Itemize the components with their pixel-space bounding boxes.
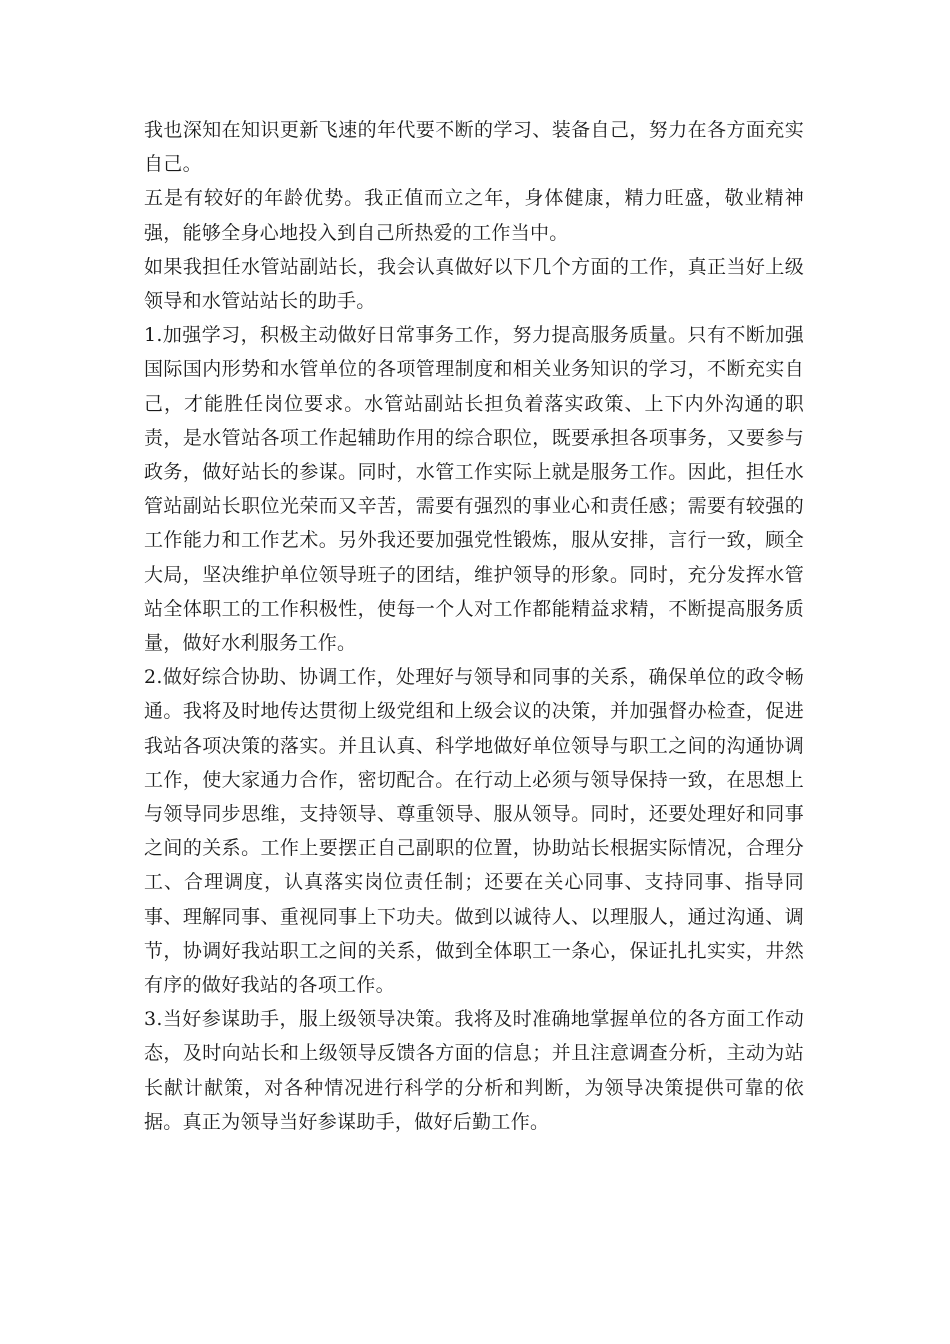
paragraph-self-improvement: 我也深知在知识更新飞速的年代要不断的学习、装备自己，努力在各方面充实自己。 bbox=[144, 119, 804, 176]
paragraph-point-3-advisor: 3.当好参谋助手，服上级领导决策。我将及时准确地掌握单位的各方面工作动态，及时向站长和上级领导反馈各方面的信息；并且注意调查分析，主动为站长献计献策，对各种情况进行科学的分析和判断，为领导决策提供可靠的依据。真正为领导当好参谋助手，做好后勤工作。 bbox=[144, 1008, 804, 1133]
paragraph-intent-statement: 如果我担任水管站副站长，我会认真做好以下几个方面的工作，真正当好上级领导和水管站站长的助手。 bbox=[144, 255, 804, 313]
paragraph-point-1-learning: 1.加强学习，积极主动做好日常事务工作，努力提高服务质量。只有不断加强国际国内形势和水管单位的各项管理制度和相关业务知识的学习，不断充实自己，才能胜任岗位要求。水管站副站长担负着落实政策、上下内外沟通的职责，是水管站各项工作起辅助作用的综合职位，既要承担各项事务，又要参与政务，做好站长的参谋。同时，水管工作实际上就是服务工作。因此，担任水管站副站长职位光荣而又辛苦，需要有强烈的事业心和责任感；需要有较强的工作能力和工作艺术。另外我还要加强党性锻炼，服从安排，言行一致，顾全大局，坚决维护单位领导班子的团结，维护领导的形象。同时，充分发挥水管站全体职工的工作积极性，使每一个人对工作都能精益求精，不断提高服务质量，做好水利服务工作。 bbox=[144, 324, 804, 655]
paragraph-point-2-coordination: 2.做好综合协助、协调工作，处理好与领导和同事的关系，确保单位的政令畅通。我将及时地传达贯彻上级党组和上级会议的决策，并加强督办检查，促进我站各项决策的落实。并且认真、科学地做好单位领导与职工之间的沟通协调工作，使大家通力合作，密切配合。在行动上必须与领导保持一致，在思想上与领导同步思维，支持领导、尊重领导、服从领导。同时，还要处理好和同事之间的关系。工作上要摆正自己副职的位置，协助站长根据实际情况，合理分工、合理调度，认真落实岗位责任制；还要在关心同事、支持同事、指导同事、理解同事、重视同事上下功夫。做到以诚待人、以理服人，通过沟通、调节，协调好我站职工之间的关系，做到全体职工一条心，保证扎扎实实，井然有序的做好我站的各项工作。 bbox=[144, 666, 804, 997]
document-body bbox=[144, 113, 804, 1139]
paragraph-age-advantage: 五是有较好的年龄优势。我正值而立之年，身体健康，精力旺盛，敬业精神强，能够全身心地投入到自己所热爱的工作当中。 bbox=[144, 187, 804, 244]
